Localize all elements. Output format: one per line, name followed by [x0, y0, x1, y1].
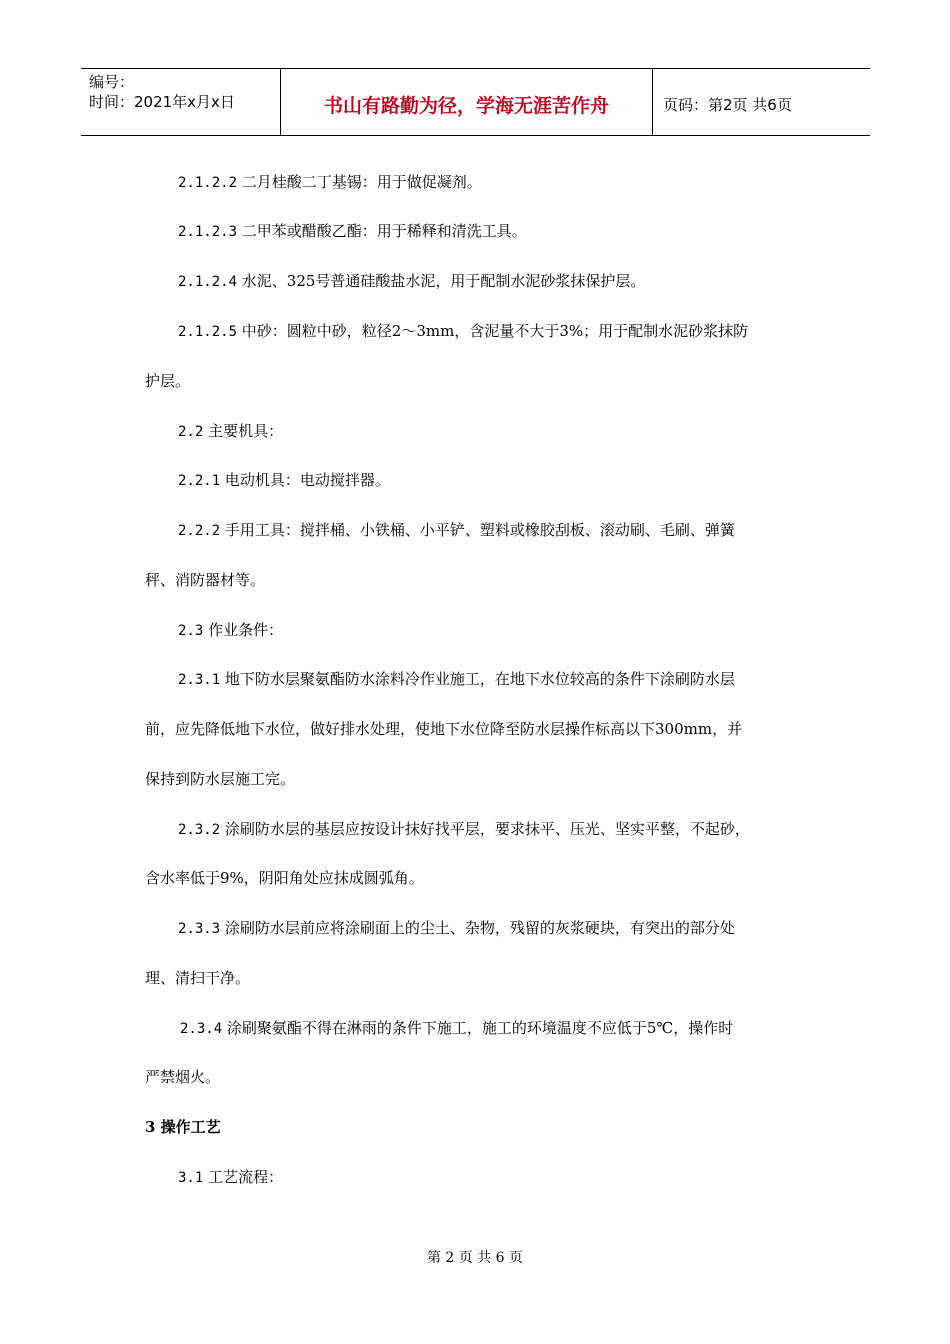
header-middle-cell — [281, 69, 653, 135]
para-2-2: 2.2 主要机具： — [178, 422, 284, 440]
para-2-2-2: 2.2.2 手用工具：搅拌桶、小铁桶、小平铲、塑料或橡胶刮板、滚动刷、毛刷、弹簧 — [178, 521, 735, 539]
document-time-label: 时间：2021年x月x日 — [89, 93, 235, 111]
para-2-3-3-cont: 理、清扫干净。 — [145, 969, 251, 987]
para-3-1: 3.1 工艺流程： — [178, 1168, 284, 1186]
para-2-3-1-cont-2: 保持到防水层施工完。 — [145, 770, 296, 788]
page-footer: 第 2 页 共 6 页 — [426, 1250, 524, 1266]
para-2-2-1: 2.2.1 电动机具：电动搅拌器。 — [178, 471, 390, 489]
para-2-1-2-3: 2.1.2.3 二甲苯或醋酸乙酯：用于稀释和清洗工具。 — [178, 222, 527, 240]
para-2-3-1-cont-1: 前，应先降低地下水位，做好排水处理，使地下水位降至防水层操作标高以下300mm，并 — [145, 720, 743, 738]
header-right-cell — [653, 69, 870, 135]
section-heading-3: 3 操作工艺 — [145, 1118, 221, 1136]
header-left-cell — [81, 69, 281, 135]
para-2-3-2: 2.3.2 涂刷防水层的基层应按设计抹好找平层，要求抹平、压光、坚实平整，不起砂， — [178, 820, 750, 838]
para-2-2-2-cont: 秤、消防器材等。 — [145, 571, 266, 589]
para-2-3-4-cont: 严禁烟火。 — [145, 1068, 221, 1086]
header-page-info: 页码：第2页 共6页 — [663, 96, 792, 114]
para-2-1-2-2: 2.1.2.2 二月桂酸二丁基锡：用于做促凝剂。 — [178, 173, 482, 191]
para-2-3-2-cont: 含水率低于9%，阴阳角处应抹成圆弧角。 — [145, 869, 424, 887]
para-2-3-1: 2.3.1 地下防水层聚氨酯防水涂料冷作业施工，在地下水位较高的条件下涂刷防水层 — [178, 670, 735, 688]
para-2-3-3: 2.3.3 涂刷防水层前应将涂刷面上的尘土、杂物，残留的灰浆硬块，有突出的部分处 — [178, 919, 735, 937]
para-2-1-2-5: 2.1.2.5 中砂：圆粒中砂，粒径2～3mm，含泥量不大于3%；用于配制水泥砂浆抹防 — [178, 322, 749, 340]
para-2-1-2-5-cont: 护层。 — [145, 372, 191, 390]
para-2-1-2-4: 2.1.2.4 水泥、325号普通硅酸盐水泥，用于配制水泥砂浆抹保护层。 — [178, 272, 646, 290]
para-2-3: 2.3 作业条件： — [178, 621, 284, 639]
header-motto: 书山有路勤为径，学海无涯苦作舟 — [323, 95, 609, 117]
para-2-3-4: 2.3.4 涂刷聚氨酯不得在淋雨的条件下施工，施工的环境温度不应低于5℃，操作时 — [180, 1019, 734, 1037]
page-header — [81, 68, 870, 136]
document-number-label: 编号： — [89, 73, 135, 91]
